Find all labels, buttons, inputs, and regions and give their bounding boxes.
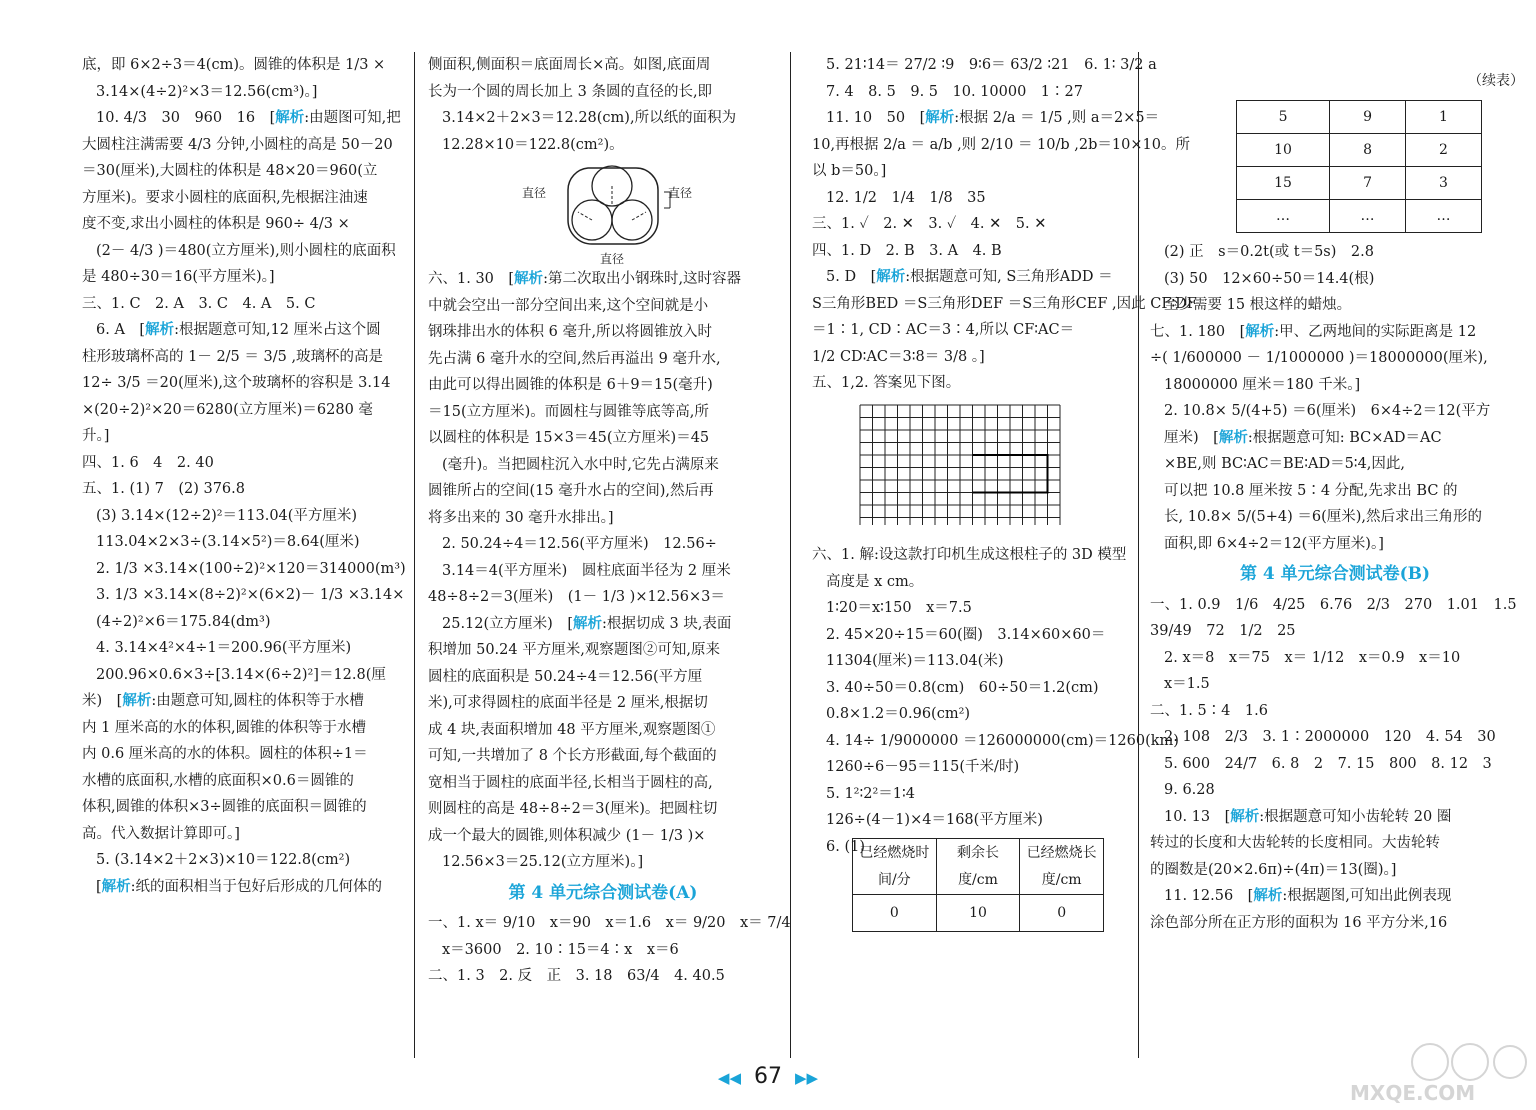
text-line: 39/49 72 1/2 25 [1150, 623, 1296, 639]
analysis-keyword: 解析 [925, 109, 955, 126]
text-line: 12÷ 3/5 ＝20(厘米),这个玻璃杯的容积是 3.14 [82, 375, 391, 391]
text-line: 三、1. ✓ 2. ✕ 3. ✓ 4. ✕ 5. ✕ [812, 216, 1047, 232]
text-line: 转过的长度和大齿轮转的长度相同。大齿轮转 [1150, 835, 1440, 851]
candle-table [852, 838, 1104, 932]
text-line: 1∶20＝x∶150 x＝7.5 [826, 600, 972, 616]
text-line: ÷( 1/600000 － 1/1000000 )＝18000000(厘米), [1150, 350, 1488, 366]
text-line: 6. A [解析:根据题意可知,12 厘米占这个圆 [96, 321, 381, 338]
text-line: (2－ 4/3 )＝480(立方厘米),则小圆柱的底面积 [96, 242, 396, 259]
text-line: 6. (1) [826, 838, 865, 855]
text-line: 2. 108 2/3 3. 1∶2000000 120 4. 54 30 [1164, 729, 1496, 745]
text-line: 面积,即 6×4÷2＝12(平方厘米)。] [1164, 535, 1384, 552]
text-line: 圆柱的底面积是 50.24÷4＝12.56(平方厘 [428, 668, 703, 685]
analysis-keyword: 解析 [1230, 807, 1260, 825]
text-line: (3) 50 12×60÷50＝14.4(根) [1164, 270, 1375, 287]
text-line: S三角形BED ＝S三角形DEF ＝S三角形CEF ,因此 CF∶DF [812, 295, 1197, 312]
text-line: 2. 10.8× 5/(4+5) ＝6(厘米) 6×4÷2＝12(平方 [1164, 403, 1491, 419]
text-line: 9. 6.28 [1164, 782, 1215, 798]
text-line: 一、1. 0.9 1/6 4/25 6.76 2/3 270 1.01 1.5 [1150, 596, 1517, 613]
text-line: 方厘米)。要求小圆柱的底面积,先根据注油速 [82, 189, 368, 206]
text-line: 高。代入数据计算即可。] [82, 825, 240, 842]
circles-figure [518, 160, 778, 266]
column-2 [428, 52, 791, 990]
column-divider [414, 52, 415, 1058]
text-line: 5. 1²∶2²＝1∶4 [826, 785, 916, 802]
text-line: 25.12(立方厘米) [解析:根据切成 3 块,表面 [442, 614, 732, 632]
text-line: 一、1. x＝ 9/10 x＝90 x＝1.6 x＝ 9/20 x＝ 7/4 [428, 915, 791, 931]
diameter-label-left: 直径 [522, 186, 547, 200]
text-line: 3. 1/3 ×3.14×(8÷2)²×(6×2)－ 1/3 ×3.14× [96, 587, 405, 603]
text-line: 4. 14÷ 1/9000000 ＝126000000(cm)＝1260(km) [826, 732, 1179, 749]
text-line: 内 1 厘米高的水的体积,圆锥的体积等于水槽 [82, 719, 367, 736]
text-line: 2. 1/3 ×3.14×(100÷2)²×120＝314000(m³) [96, 560, 406, 577]
table-cell: 5 [1237, 101, 1330, 134]
text-line: 3.14×(4÷2)²×3＝12.56(cm³)。] [96, 83, 318, 100]
table-cell: 8 [1330, 134, 1406, 167]
text-line: 三、1. C 2. A 3. C 4. A 5. C [82, 295, 316, 312]
text-line: x＝1.5 [1164, 676, 1210, 692]
text-line: 二、1. 3 2. 反 正 3. 18 63/4 4. 40.5 [428, 968, 725, 984]
text-line: 柱形玻璃杯高的 1－ 2/5 ＝ 3/5 ,玻璃杯的高是 [82, 348, 384, 365]
table-cell: 2 [1406, 134, 1482, 167]
text-line: 四、1. D 2. B 3. A 4. B [812, 242, 1002, 259]
page-number-bar [0, 1064, 1536, 1089]
text-line: (4÷2)²×6＝175.84(dm³) [96, 613, 271, 630]
column-4 [1150, 52, 1520, 936]
prev-arrow-icon[interactable]: ◀◀ [717, 1069, 741, 1087]
table-cell: … [1237, 200, 1330, 233]
table-cell: 15 [1237, 167, 1330, 200]
text-line: (2) 正 s＝0.2t(或 t＝5s) 2.8 [1164, 244, 1374, 260]
text-line: 11. 12.56 [解析:根据题图,可知出此例表现 [1164, 887, 1452, 904]
text-line: 米),可求得圆柱的底面半径是 2 厘米,根据切 [428, 695, 708, 711]
text-line: ＝1∶1, CD∶AC＝3∶4,所以 CF∶AC＝ [812, 322, 1075, 338]
text-line: 中就会空出一部分空间出来,这个空间就是小 [428, 297, 709, 314]
text-line: 11. 10 50 [解析:根据 2/a ＝ 1/5 ,则 a＝2×5＝ [826, 109, 1160, 126]
text-line: 3.14＝4(平方厘米) 圆柱底面半径为 2 厘米 [442, 562, 731, 579]
text-line: 113.04×2×3÷(3.14×5²)＝8.64(厘米) [96, 534, 360, 550]
table-cell: 9 [1330, 101, 1406, 134]
text-line: 四、1. 6 4 2. 40 [82, 454, 214, 471]
text-line: 可知,一共增加了 8 个长方形截面,每个截面的 [428, 748, 717, 764]
table-header: 已经燃烧时间/分 [853, 839, 937, 895]
graph-grid-figure [858, 403, 1130, 535]
table-cell: … [1330, 200, 1406, 233]
analysis-keyword: 解析 [1245, 322, 1275, 340]
diameter-label-right: 直径 [668, 186, 693, 200]
text-line: 侧面积,侧面积＝底面周长×高。如图,底面周 [428, 57, 711, 73]
text-line: 由此可以得出圆锥的体积是 6＋9＝15(毫升) [428, 377, 713, 393]
text-line: 5. D [解析:根据题意可知, S三角形ADD ＝ [826, 268, 1113, 285]
analysis-keyword: 解析 [275, 109, 305, 126]
text-line: 厘米) [解析:根据题意可知: BC×AD＝AC [1164, 428, 1442, 446]
text-line: 10. 13 [解析:根据题意可知小齿轮转 20 圈 [1164, 807, 1452, 825]
table-cell: 10 [1237, 134, 1330, 167]
table-header: 已经燃烧长度/cm [1020, 839, 1104, 895]
continued-table [1236, 100, 1482, 233]
text-line: 的圈数是(20×2.6π)÷(4π)＝13(圈)。] [1150, 861, 1397, 878]
svg-text:MXQE.COM: MXQE.COM [1350, 1081, 1476, 1105]
text-line: 2. x＝8 x＝75 x＝ 1/12 x＝0.9 x＝10 [1164, 649, 1461, 666]
text-line: 5. (3.14×2＋2×3)×10＝122.8(cm²) [96, 852, 351, 868]
text-line: 六、1. 30 [解析:第二次取出小钢珠时,这时容器 [428, 270, 742, 287]
text-line: 5. 600 24/7 6. 8 2 7. 15 800 8. 12 3 [1164, 755, 1492, 772]
text-line: 升。] [82, 428, 110, 444]
column-divider [790, 52, 791, 1058]
text-line: 可以把 10.8 厘米按 5∶4 分配,先求出 BC 的 [1164, 482, 1458, 499]
analysis-keyword: 解析 [1253, 887, 1283, 904]
text-line: 五、1. (1) 7 (2) 376.8 [82, 481, 245, 497]
analysis-keyword: 解析 [572, 614, 602, 632]
three-circles-diagram [518, 160, 718, 260]
table-cell: 0 [1020, 895, 1104, 932]
text-line: 12.28×10＝122.8(cm²)。 [442, 136, 624, 153]
table-header: 剩余长度/cm [936, 839, 1020, 895]
analysis-keyword: 解析 [122, 692, 152, 709]
text-line: 成一个最大的圆锥,则体积减少 (1－ 1/3 )× [428, 827, 706, 844]
text-line: [解析:纸的面积相当于包好后形成的几何体的 [96, 877, 383, 895]
text-line: 12.56×3＝25.12(立方厘米)。] [442, 854, 644, 870]
text-line: 以圆柱的体积是 15×3＝45(立方厘米)＝45 [428, 430, 710, 446]
text-line: 3. 40÷50＝0.8(cm) 60÷50＝1.2(cm) [826, 679, 1099, 696]
text-line: 10. 4/3 30 960 16 [解析:由题图可知,把 [96, 109, 401, 126]
table-cell: 0 [853, 895, 937, 932]
text-line: 1/2 CD∶AC＝3∶8＝ 3/8 。] [812, 348, 985, 365]
text-line: 成 4 块,表面积增加 48 平方厘米,观察题图① [428, 721, 716, 738]
analysis-keyword: 解析 [514, 270, 544, 287]
text-line: x＝3600 2. 10∶15＝4∶x x＝6 [442, 941, 679, 958]
text-line: 七、1. 180 [解析:甲、乙两地间的实际距离是 12 [1150, 322, 1477, 340]
diameter-label-bottom: 直径 [600, 252, 625, 266]
text-line: 内 0.6 厘米高的水的体积。圆柱的体积÷1＝ [82, 746, 368, 762]
text-line: 至少需要 15 根这样的蜡烛。 [1164, 297, 1352, 313]
text-line: (3) 3.14×(12÷2)²＝113.04(平方厘米) [96, 507, 358, 524]
text-line: ＝15(立方厘米)。而圆柱与圆锥等底等高,所 [428, 403, 709, 420]
text-line: ＝30(厘米),大圆柱的体积是 48×20＝960(立 [82, 163, 378, 179]
text-line: 是 480÷30＝16(平方厘米)。] [82, 269, 275, 285]
next-arrow-icon[interactable]: ▶▶ [795, 1069, 819, 1087]
table-cell: 3 [1406, 167, 1482, 200]
text-line: 5. 21∶14＝ 27/2 ∶9 9∶6＝ 63/2 ∶21 6. 1∶ 3/2 a [826, 57, 1157, 73]
text-line: 大圆柱注满需要 4/3 分钟,小圆柱的高是 50－20 [82, 136, 393, 153]
text-line: ×(20÷2)²×20＝6280(立方厘米)＝6280 毫 [82, 401, 373, 418]
text-line: 200.96×0.6×3÷[3.14×(6÷2)²]＝12.8(厘 [96, 666, 386, 683]
text-line: 钢珠排出水的体积 6 毫升,所以将圆锥放入时 [428, 324, 713, 340]
table-cell: 1 [1406, 101, 1482, 134]
text-line: 体积,圆锥的体积×3÷圆锥的底面积＝圆锥的 [82, 799, 367, 815]
text-line: 12. 1/2 1/4 1/8 35 [826, 189, 986, 206]
section-title-a: 第 4 单元综合测试卷(A) [508, 882, 698, 903]
text-line: 7. 4 8. 5 9. 5 10. 10000 1∶27 [826, 83, 1083, 100]
text-line: 长为一个圆的周长加上 3 条圆的直径的长,即 [428, 83, 713, 100]
continued-label: （续表） [1468, 73, 1524, 89]
text-line: 将多出来的 30 毫升水排出。] [428, 509, 614, 526]
text-line: 二、1. 5∶4 1.6 [1150, 702, 1268, 719]
text-line: ×BE,则 BC∶AC＝BE∶AD＝5∶4,因此, [1164, 456, 1406, 472]
text-line: 高度是 x cm。 [826, 573, 924, 590]
text-line: 积增加 50.24 平方厘米,观察题图②可知,原来 [428, 642, 720, 658]
text-line: 0.8×1.2＝0.96(cm²) [826, 706, 971, 722]
text-line: 五、1,2. 答案见下图。 [812, 375, 961, 391]
analysis-keyword: 解析 [1218, 428, 1248, 446]
text-line: 126÷(4－1)×4＝168(平方厘米) [826, 812, 1043, 828]
text-line: 度不变,求出小圆柱的体积是 960÷ 4/3 × [82, 216, 350, 232]
text-line: 18000000 厘米＝180 千米。] [1164, 376, 1361, 393]
text-line: 4. 3.14×4²×4÷1＝200.96(平方厘米) [96, 640, 352, 656]
text-line: 48÷8÷2＝3(厘米) (1－ 1/3 )×12.56×3＝ [428, 589, 725, 605]
analysis-keyword: 解析 [876, 268, 906, 285]
column-1 [82, 52, 412, 900]
text-line: 2. 50.24÷4＝12.56(平方厘米) 12.56÷ [442, 536, 717, 552]
text-line: 以 b＝50。] [812, 163, 887, 179]
text-line: 底，即 6×2÷3＝4(cm)。圆锥的体积是 1/3 × [82, 57, 386, 73]
text-line: 六、1. 解:设这款打印机生成这根柱子的 3D 模型 [812, 547, 1127, 563]
text-line: 10,再根据 2/a ＝ a/b ,则 2/10 ＝ 10/b ,2b＝10×10。所 [812, 136, 1190, 153]
table-cell: … [1406, 200, 1482, 233]
table-cell: 7 [1330, 167, 1406, 200]
text-line: 长, 10.8× 5/(5+4) ＝6(厘米),然后求出三角形的 [1164, 509, 1483, 525]
text-line: 11304(厘米)＝113.04(米) [826, 653, 1004, 669]
text-line: 则圆柱的高是 48÷8÷2＝3(厘米)。把圆柱切 [428, 801, 718, 817]
table-cell: 10 [936, 895, 1020, 932]
section-title-b: 第 4 单元综合测试卷(B) [1239, 564, 1431, 584]
column-divider [1138, 52, 1139, 1058]
text-line: 圆锥所占的空间(15 毫升水占的空间),然后再 [428, 483, 714, 499]
text-line: 宽相当于圆柱的底面半径,长相当于圆柱的高, [428, 774, 713, 791]
text-line: 1260÷6－95＝115(千米/时) [826, 759, 1020, 775]
page-number: 67 [754, 1064, 782, 1089]
text-line: 水槽的底面积,水槽的底面积×0.6＝圆锥的 [82, 772, 354, 789]
text-line: (毫升)。当把圆柱沉入水中时,它先占满原来 [442, 456, 719, 473]
text-line: 3.14×2＋2×3＝12.28(cm),所以纸的面积为 [442, 110, 737, 126]
text-line: 涂色部分所在正方形的面积为 16 平方分米,16 [1150, 914, 1448, 931]
text-line: 2. 45×20÷15＝60(圈) 3.14×60×60＝ [826, 626, 1106, 643]
analysis-keyword: 解析 [145, 321, 175, 338]
text-line: 米) [解析:由题意可知,圆柱的体积等于水槽 [82, 692, 364, 709]
analysis-keyword: 解析 [101, 877, 131, 895]
text-line: 先占满 6 毫升水的空间,然后再溢出 9 毫升水, [428, 350, 721, 367]
watermark-logo [1320, 1040, 1530, 1106]
grid-drawing [858, 403, 1066, 525]
